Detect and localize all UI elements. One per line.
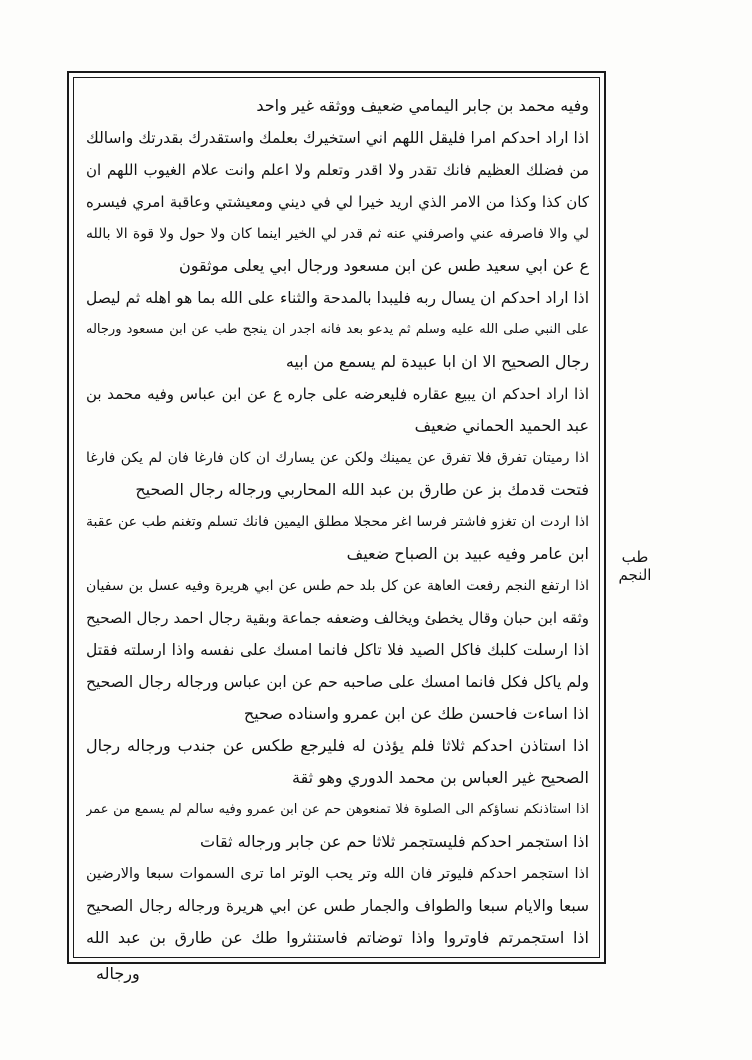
text-line: من فضلك العظيم فانك تقدر ولا اقدر وتعلم ولا اعلم وانت علام الغيوب اللهم ان — [86, 161, 589, 179]
text-line: فتحت قدمك بز عن طارق بن عبد الله المحاربي ورجاله رجال الصحيح — [135, 480, 589, 499]
text-line: على النبي صلى الله عليه وسلم ثم يدعو بعد فانه اجدر ان ينجح طب عن ابن مسعود ورجاله — [86, 322, 589, 337]
text-line: اذا ارتفع النجم رفعت العاهة عن كل بلد حم طس عن ابي هريرة وفيه عسل بن سفيان — [86, 578, 589, 594]
text-line: ولم ياكل فكل فانما امسك على صاحبه حم عن ابن عباس ورجاله رجال الصحيح — [86, 673, 589, 691]
text-line: اذا استجمر احدكم فليستجمر ثلاثا حم عن جابر ورجاله ثقات — [200, 832, 589, 851]
text-line: ابن عامر وفيه عبيد بن الصباح ضعيف — [346, 544, 589, 563]
text-line: كان كذا وكذا من الامر الذي اريد خيرا لي في ديني ومعيشتي وعاقبة امري فيسره — [86, 193, 589, 211]
margin-note: طب النجم — [618, 548, 652, 584]
text-line: اذا اردت ان تغزو فاشتر فرسا اغر محجلا مطلق اليمين فانك تسلم وتغنم طب عن عقبة — [86, 514, 589, 530]
text-line: رجال الصحيح الا ان ابا عبيدة لم يسمع من ابيه — [285, 352, 589, 371]
catchword: ورجاله — [96, 964, 140, 983]
text-line: اذا اراد احدكم امرا فليقل اللهم اني استخيرك بعلمك واستقدرك بقدرتك واسالك — [86, 129, 589, 147]
text-line: وفيه محمد بن جابر اليمامي ضعيف ووثقه غير واحد — [256, 96, 589, 115]
text-line: اذا استجمرتم فاوتروا واذا توضاتم فاستنثروا طك عن طارق بن عبد الله — [86, 928, 589, 947]
text-line: الصحيح غير العباس بن محمد الدوري وهو ثقة — [291, 768, 589, 787]
text-line: وثقه ابن حبان وقال يخطئ ويخالف وضعفه جماعة وبقية رجال احمد رجال الصحيح — [86, 609, 589, 627]
text-line: عبد الحميد الحماني ضعيف — [414, 416, 589, 435]
text-line: اذا اراد احدكم ان يسال ربه فليبدا بالمدحة والثناء على الله بما هو اهله ثم ليصل — [86, 289, 589, 307]
text-line: سبعا والايام سبعا والطواف والجمار طس عن ابي هريرة ورجاله رجال الصحيح — [86, 897, 589, 915]
text-line: ع عن ابي سعيد طس عن ابن مسعود ورجال ابي يعلى موثقون — [179, 256, 589, 275]
text-line: اذا استاذنكم نساؤكم الى الصلوة فلا تمنعوهن حم عن ابن عمرو وفيه سالم لم يسمع من عمر — [86, 802, 589, 817]
text-line: اذا اراد احدكم ان يبيع عقاره فليعرضه على جاره ع عن ابن عباس وفيه محمد بن — [86, 385, 589, 403]
text-line: اذا استجمر احدكم فليوتر فان الله وتر يحب الوتر اما ترى السموات سبعا والارضين — [86, 866, 589, 882]
text-line: اذا استاذن احدكم ثلاثا فلم يؤذن له فليرجع طكس عن جندب ورجاله رجال — [86, 736, 589, 755]
text-line: اذا رميتان تفرق فلا تفرق عن يمينك ولكن عن يسارك ان كان فارغا فان لم يكن فارغا — [86, 450, 589, 466]
text-line: اذا ارسلت كلبك فاكل الصيد فلا تاكل فانما امسك على نفسه واذا ارسلته فقتل — [86, 641, 589, 659]
text-line: اذا اساءت فاحسن طك عن ابن عمرو واسناده صحيح — [243, 704, 589, 723]
text-line: لي والا فاصرفه عني واصرفني عنه ثم قدر لي الخير اينما كان ولا حول ولا قوة الا بالله — [86, 226, 589, 242]
manuscript-text-block — [86, 90, 589, 952]
